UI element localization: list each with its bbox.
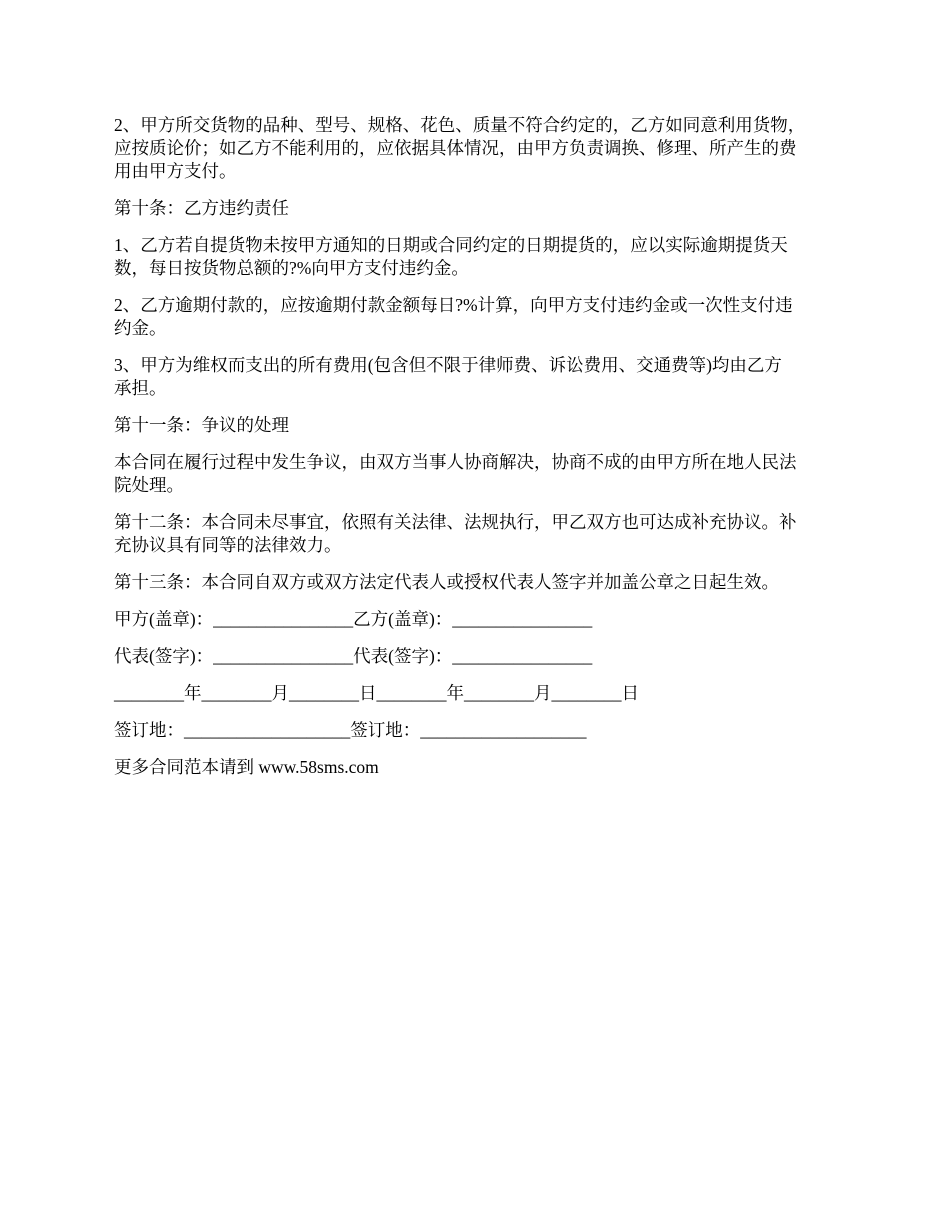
article-10-item-3: 3、甲方为维权而支出的所有费用(包含但不限于律师费、诉讼费用、交通费等)均由乙方 承担。: [114, 355, 782, 398]
clause-2-paragraph: 2、甲方所交货物的品种、型号、规格、花色、质量不符合约定的，乙方如同意利用货物， 应按质论价；如乙方不能利用的，应依据具体情况，由甲方负责调换、修理、所产生的费 用由甲方支付。: [114, 115, 806, 181]
article-12-paragraph: 第十二条：本合同未尽事宜，依照有关法律、法规执行，甲乙双方也可达成补充协议。补 充协议具有同等的法律效力。: [114, 512, 797, 555]
article-13-paragraph: 第十三条：本合同自双方或双方法定代表人或授权代表人签字并加盖公章之日起生效。: [114, 572, 779, 592]
signing-place-line: 签订地：___________________签订地：___________________: [114, 720, 587, 740]
seal-line: 甲方(盖章)：________________乙方(盖章)：________________: [114, 609, 593, 629]
footer-note: 更多合同范本请到 www.58sms.com: [114, 757, 379, 777]
article-10-item-1: 1、乙方若自提货物未按甲方通知的日期或合同约定的日期提货的，应以实际逾期提货天 数，每日按货物总额的?%向甲方支付违约金。: [114, 235, 788, 278]
document-body: [114, 114, 844, 793]
representative-signature-line: 代表(签字)：________________代表(签字)：________________: [114, 646, 593, 666]
article-10-heading: 第十条：乙方违约责任: [114, 198, 289, 218]
article-11-heading: 第十一条：争议的处理: [114, 415, 289, 435]
article-10-item-2: 2、乙方逾期付款的，应按逾期付款金额每日?%计算，向甲方支付违约金或一次性支付违 约金。: [114, 295, 793, 338]
article-11-body: 本合同在履行过程中发生争议，由双方当事人协商解决，协商不成的由甲方所在地人民法 院处理。: [114, 452, 797, 495]
date-line: ________年________月________日________年________月________日: [114, 683, 639, 703]
